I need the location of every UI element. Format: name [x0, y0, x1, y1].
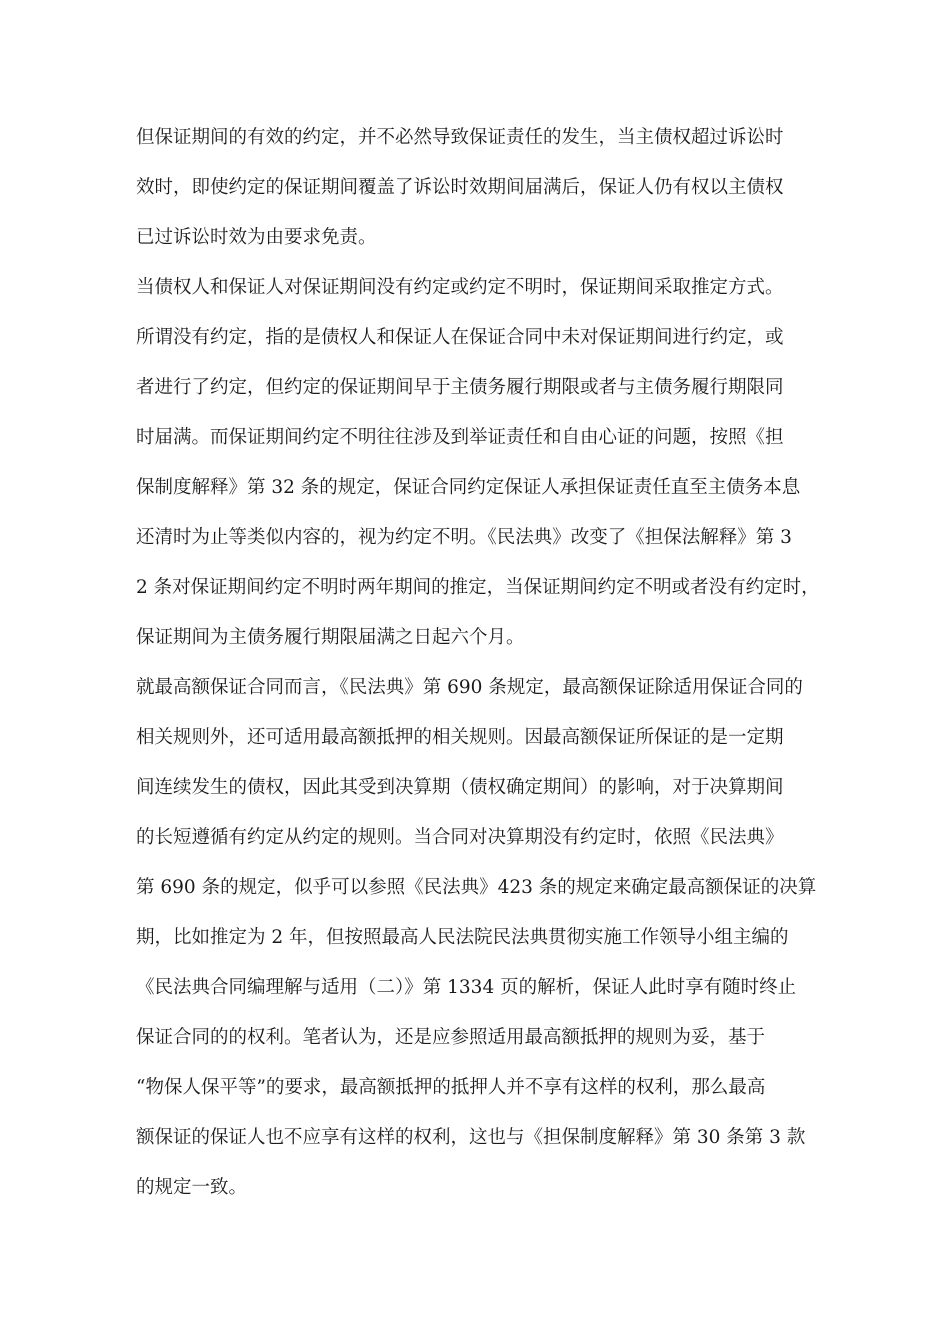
text-line: “物保人保平等”的要求，最高额抵押的抵押人并不享有这样的权利，那么最高: [136, 1077, 766, 1098]
text-line: 《民法典合同编理解与适用（二）》第 1334 页的解析，保证人此时享有随时终止: [136, 977, 797, 998]
text-line: 还清时为止等类似内容的，视为约定不明。《民法典》改变了《担保法解释》第 3: [136, 527, 792, 548]
text-line: 者进行了约定，但约定的保证期间早于主债务履行期限或者与主债务履行期限同: [136, 377, 784, 398]
text-line: 效时，即使约定的保证期间覆盖了诉讼时效期间届满后，保证人仍有权以主债权: [136, 177, 784, 198]
text-line: 保制度解释》第 32 条的规定，保证合同约定保证人承担保证责任直至主债务本息: [136, 477, 801, 498]
text-line: 时届满。而保证期间约定不明往往涉及到举证责任和自由心证的问题，按照《担: [136, 427, 784, 448]
text-line: 的规定一致。: [136, 1177, 248, 1198]
text-line: 但保证期间的有效的约定，并不必然导致保证责任的发生，当主债权超过诉讼时: [136, 127, 784, 148]
text-line: 相关规则外，还可适用最高额抵押的相关规则。因最高额保证所保证的是一定期: [136, 727, 784, 748]
text-line: 已过诉讼时效为由要求免责。: [136, 227, 377, 248]
text-line: 保证期间为主债务履行期限届满之日起六个月。: [136, 627, 525, 648]
text-line: 2 条对保证期间约定不明时两年期间的推定，当保证期间约定不明或者没有约定时，: [136, 577, 820, 598]
text-line: 保证合同的的权利。笔者认为，还是应参照适用最高额抵押的规则为妥，基于: [136, 1027, 766, 1048]
text-line: 额保证的保证人也不应享有这样的权利，这也与《担保制度解释》第 30 条第 3 款: [136, 1127, 806, 1148]
text-line: 就最高额保证合同而言，《民法典》第 690 条规定，最高额保证除适用保证合同的: [136, 677, 803, 698]
text-line: 间连续发生的债权，因此其受到决算期（债权确定期间）的影响，对于决算期间: [136, 777, 784, 798]
text-line: 第 690 条的规定，似乎可以参照《民法典》423 条的规定来确定最高额保证的决算: [136, 877, 817, 898]
text-line: 当债权人和保证人对保证期间没有约定或约定不明时，保证期间采取推定方式。: [136, 277, 784, 298]
text-line: 的长短遵循有约定从约定的规则。当合同对决算期没有约定时，依照《民法典》: [136, 827, 784, 848]
text-line: 所谓没有约定，指的是债权人和保证人在保证合同中未对保证期间进行约定，或: [136, 327, 784, 348]
text-line: 期，比如推定为 2 年，但按照最高人民法院民法典贯彻实施工作领导小组主编的: [136, 927, 789, 948]
